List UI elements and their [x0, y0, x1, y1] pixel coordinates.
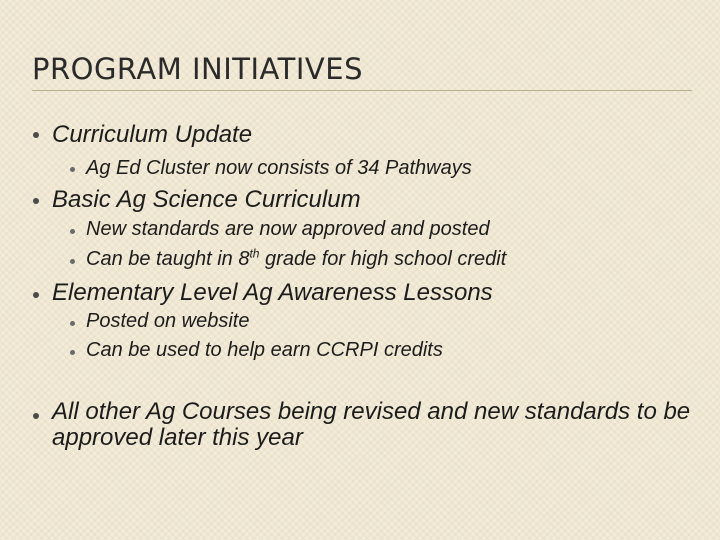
- sub-bullet-text: New standards are now approved and posted: [86, 218, 490, 240]
- sub-bullet-text-part: Can be taught in 8: [86, 248, 250, 270]
- sub-bullet-icon: [70, 167, 75, 172]
- section-heading: Elementary Level Ag Awareness Lessons: [52, 279, 493, 306]
- sub-bullet-text: Posted on website: [86, 310, 250, 332]
- bullet-icon: [33, 132, 39, 138]
- sub-bullet-icon: [70, 350, 75, 355]
- sub-bullet-icon: [70, 321, 75, 326]
- bullet-icon: [33, 198, 39, 204]
- bullet-icon: [33, 413, 39, 419]
- sub-bullet-text: [86, 248, 506, 271]
- slide-title: PROGRAM INITIATIVES: [32, 52, 363, 86]
- sub-bullet-icon: [70, 229, 75, 234]
- section-heading: Curriculum Update: [52, 121, 253, 148]
- sub-bullet-text: Can be used to help earn CCRPI credits: [86, 339, 443, 361]
- sub-bullet-text: Ag Ed Cluster now consists of 34 Pathways: [86, 157, 472, 179]
- ordinal-suffix: th: [249, 246, 260, 261]
- title-underline: [32, 90, 692, 91]
- bullet-icon: [33, 292, 39, 298]
- section-heading: All other Ag Courses being revised and new standards to be approved later this year: [52, 398, 691, 451]
- sub-bullet-text-part: grade for high school credit: [259, 248, 507, 270]
- sub-bullet-icon: [70, 259, 75, 264]
- section-heading: Basic Ag Science Curriculum: [52, 186, 361, 213]
